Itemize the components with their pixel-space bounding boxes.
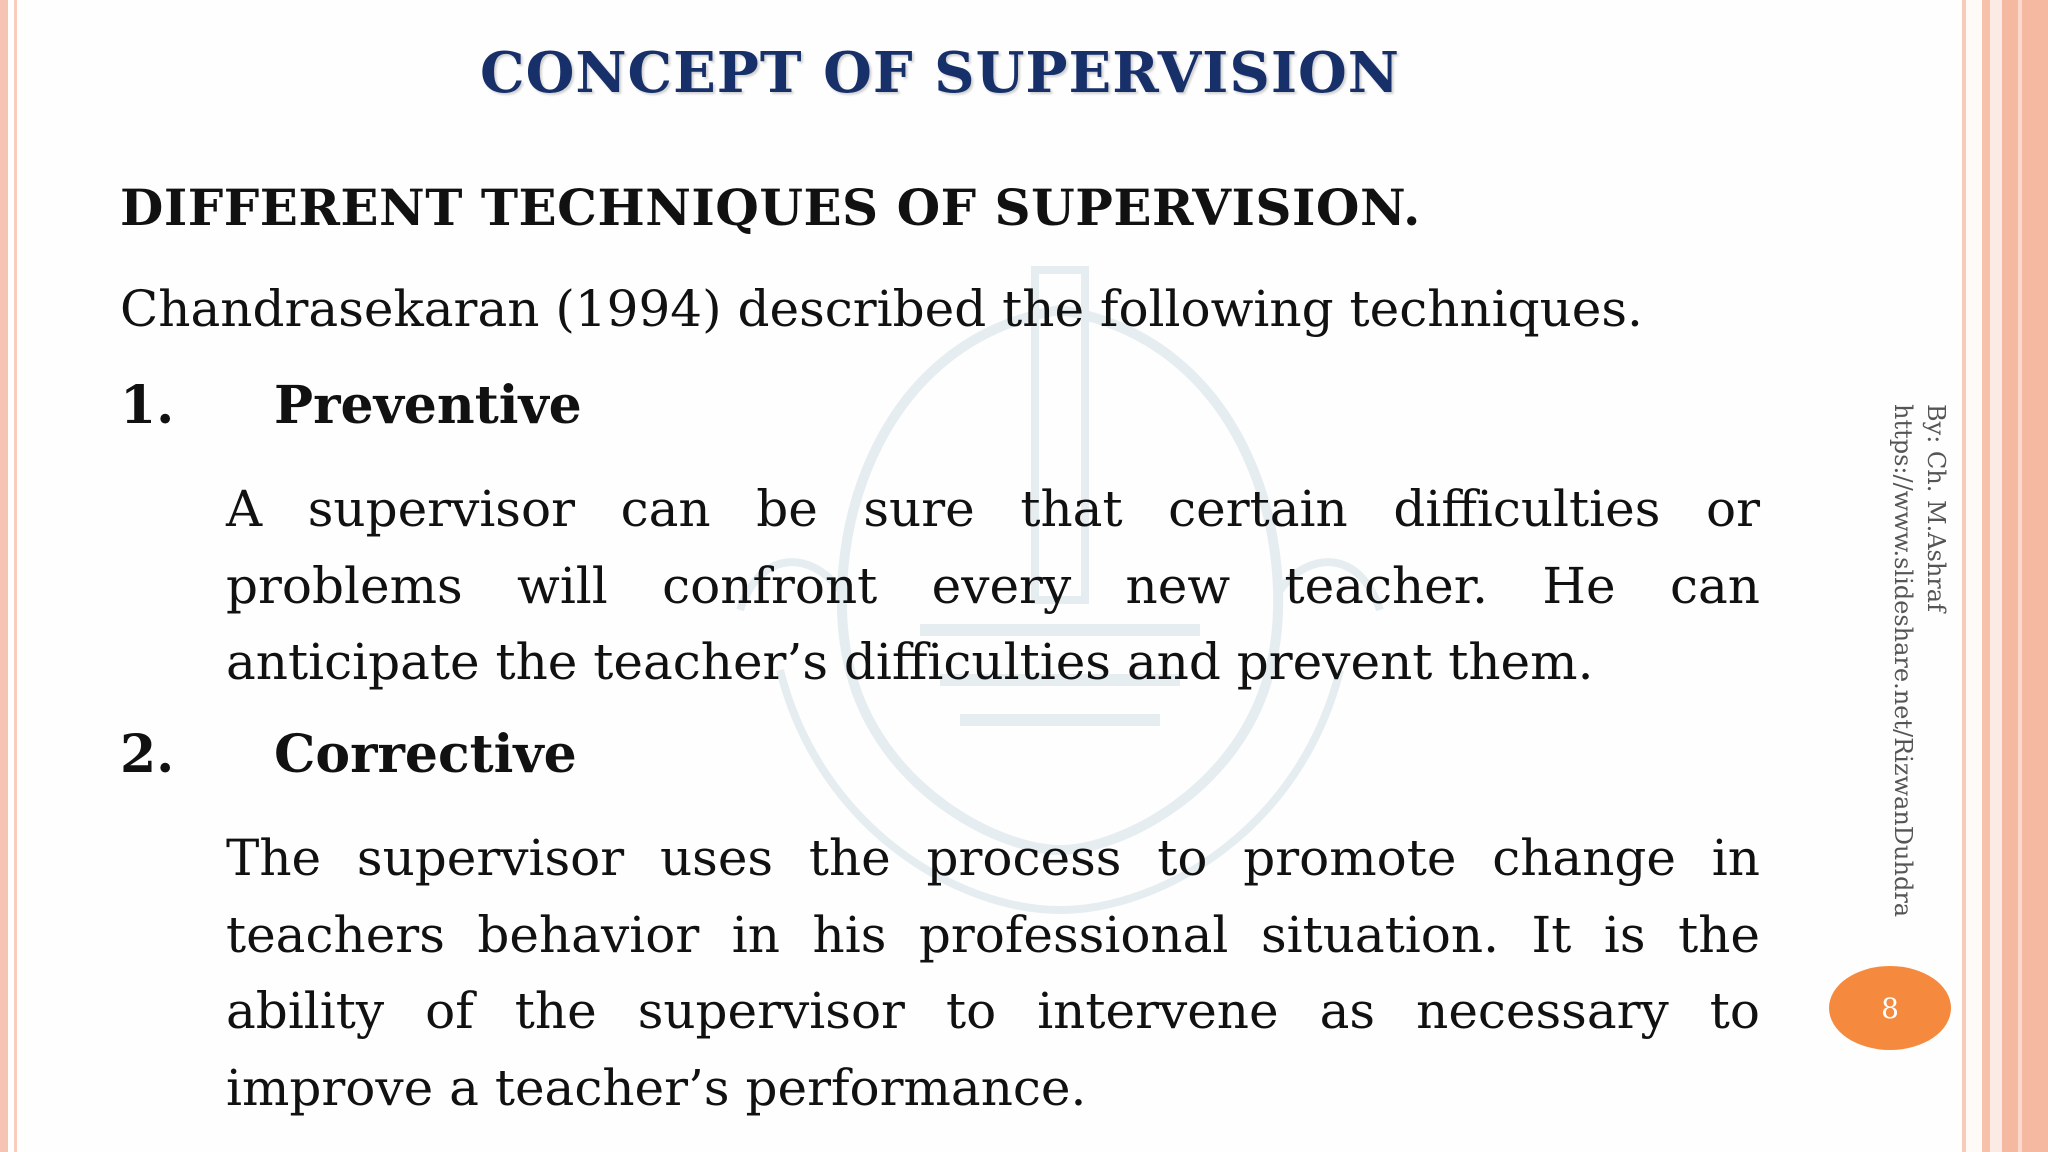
- author-credit: [1886, 404, 1952, 917]
- list-item-preventive: [120, 375, 582, 436]
- list-item-number: 1.: [120, 375, 175, 436]
- list-item-number: 2.: [120, 724, 175, 785]
- left-border-inner: [14, 0, 17, 1152]
- list-item-description: A supervisor can be sure that certain difficulties or problems will confront every new teacher. He can anticipate the teacher’s difficulties and prevent them.: [226, 480, 1760, 691]
- right-border-stripe: [1982, 0, 1990, 1152]
- list-item-label: Corrective: [274, 724, 577, 785]
- right-border-stripe: [1990, 0, 2002, 1152]
- right-border-stripe: [1966, 0, 1982, 1152]
- right-border-stripe: [2002, 0, 2048, 1152]
- credit-author: By: Ch. M.Ashraf: [1922, 404, 1950, 612]
- section-heading: DIFFERENT TECHNIQUES OF SUPERVISION.: [120, 178, 1421, 237]
- page-number-badge: 8: [1829, 966, 1951, 1050]
- right-border-stripe: [2018, 0, 2022, 1152]
- list-item-label: Preventive: [274, 375, 582, 436]
- list-item-description: The supervisor uses the process to promote change in teachers behavior in his professional situation. It is the ability of the supervisor to intervene as necessary to improve a teacher’s performance.: [226, 829, 1760, 1117]
- slide-title: CONCEPT OF SUPERVISION: [480, 40, 1400, 106]
- list-item-corrective: [120, 724, 577, 785]
- left-border-outer: [0, 0, 8, 1152]
- credit-url: https://www.slideshare.net/RizwanDuhdra: [1889, 404, 1917, 918]
- intro-text: Chandrasekaran (1994) described the following techniques.: [120, 280, 1643, 338]
